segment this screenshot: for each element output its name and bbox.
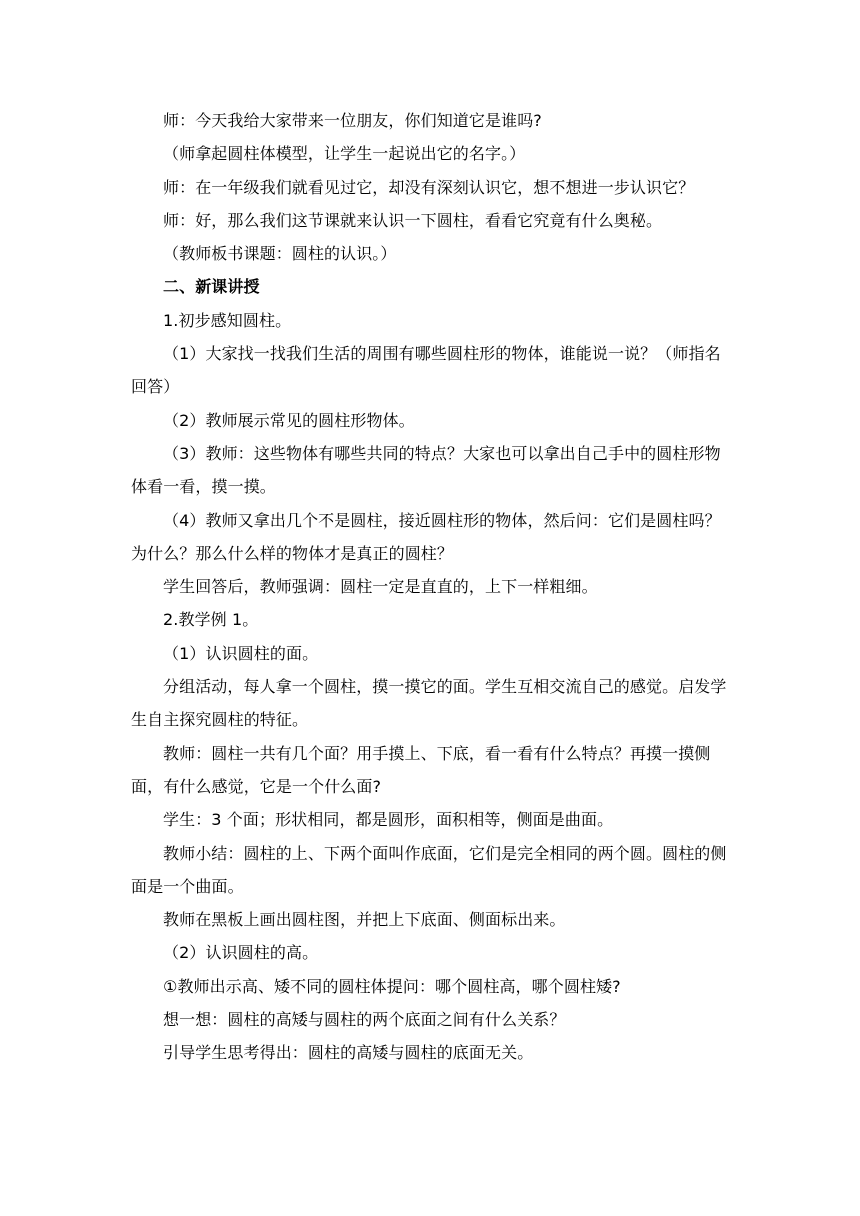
paragraph: 想一想：圆柱的高矮与圆柱的两个底面之间有什么关系？ xyxy=(163,1010,566,1030)
paragraph: 1.初步感知圆柱。 xyxy=(163,310,292,330)
paragraph: 引导学生思考得出：圆柱的高矮与圆柱的底面无关。 xyxy=(163,1043,534,1063)
paragraph: （2）认识圆柱的高。 xyxy=(163,943,319,963)
paragraph: 师：好，那么我们这节课就来认识一下圆柱，看看它究竟有什么奥秘。 xyxy=(163,210,663,230)
document-body xyxy=(131,104,731,1070)
paragraph: （教师板书课题：圆柱的认识。） xyxy=(163,244,397,264)
paragraph: （师拿起圆柱体模型，让学生一起说出它的名字。） xyxy=(163,144,526,164)
paragraph: 教师在黑板上画出圆柱图，并把上下底面、侧面标出来。 xyxy=(163,910,566,930)
paragraph: （4）教师又拿出几个不是圆柱，接近圆柱形的物体，然后问：它们是圆柱吗？为什么？那么什么样的物体才是真正的圆柱？ xyxy=(131,510,721,563)
paragraph: （1）认识圆柱的面。 xyxy=(163,643,319,663)
paragraph: 2.教学例 1。 xyxy=(163,610,259,630)
paragraph: 师：今天我给大家带来一位朋友，你们知道它是谁吗? xyxy=(163,111,542,130)
paragraph: 分组活动，每人拿一个圆柱，摸一摸它的面。学生互相交流自己的感觉。启发学生自主探究圆柱的特征。 xyxy=(131,677,727,730)
paragraph: 师：在一年级我们就看见过它，却没有深刻认识它，想不想进一步认识它？ xyxy=(163,177,695,197)
paragraph: 教师：圆柱一共有几个面？用手摸上、下底，看一看有什么特点？再摸一摸侧面，有什么感觉，它是一个什么面? xyxy=(131,743,711,796)
paragraph: 学生回答后，教师强调：圆柱一定是直直的，上下一样粗细。 xyxy=(163,577,598,597)
paragraph: 学生：3 个面；形状相同，都是圆形，面积相等，侧面是曲面。 xyxy=(163,810,614,830)
paragraph: 教师小结：圆柱的上、下两个面叫作底面，它们是完全相同的两个圆。圆柱的侧面是一个曲面。 xyxy=(131,843,727,896)
paragraph: （3）教师：这些物体有哪些共同的特点？大家也可以拿出自己手中的圆柱形物体看一看，摸一摸。 xyxy=(131,443,721,497)
section-heading: 二、新课讲授 xyxy=(163,277,260,297)
paragraph: （2）教师展示常见的圆柱形物体。 xyxy=(163,410,415,430)
paragraph: （1）大家找一找我们生活的周围有哪些圆柱形的物体，谁能说一说？（师指名回答） xyxy=(131,344,721,397)
paragraph: ①教师出示高、矮不同的圆柱体提问：哪个圆柱高，哪个圆柱矮? xyxy=(163,976,621,996)
